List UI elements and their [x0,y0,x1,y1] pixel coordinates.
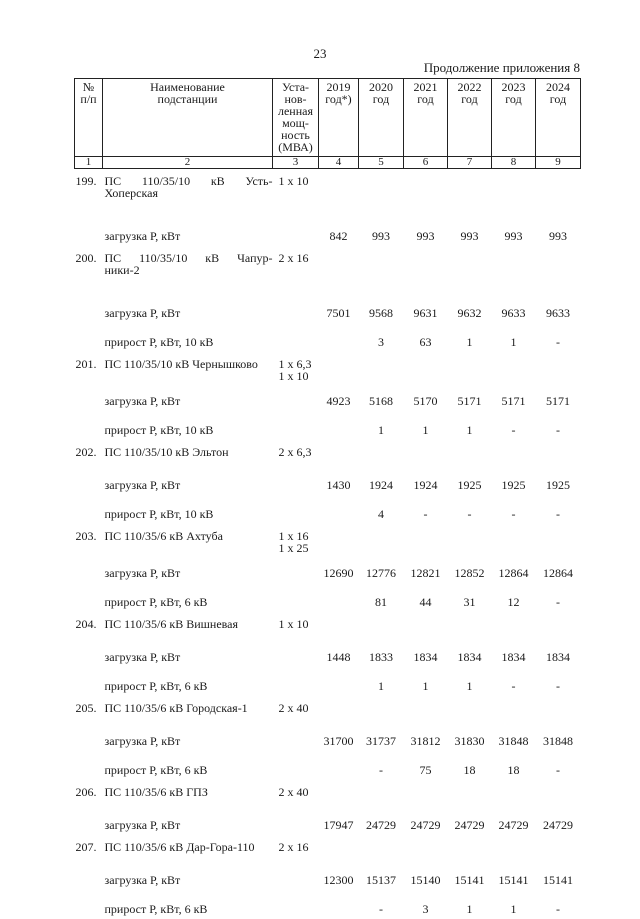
year-value: 24729 [536,806,581,835]
header-year-2024: 2024 год [536,79,581,157]
capacity-line: 1 х 10 [279,370,319,382]
year-value: 15137 [359,861,404,890]
year-value [319,169,359,218]
year-value: 1925 [492,466,536,495]
load-row [75,217,581,246]
year-value [536,169,581,218]
year-value: 842 [319,217,359,246]
installed-capacity [273,583,319,612]
capacity-line: 2 х 40 [279,702,319,714]
year-value: 1834 [536,638,581,667]
year-value [448,696,492,722]
year-value [404,169,448,218]
year-value: 24729 [404,806,448,835]
substation-row [75,524,581,554]
year-value: 12852 [448,554,492,583]
row-number [75,217,103,246]
year-value [536,246,581,294]
metric-label: загрузка Р, кВт [103,806,273,835]
column-index: 2 [103,157,273,169]
table-body [75,169,581,919]
year-value [536,696,581,722]
page-number: 23 [0,46,640,62]
year-value [492,169,536,218]
header-year-2022: 2022 год [448,79,492,157]
table-header [75,79,581,169]
continuation-label: Продолжение приложения 8 [424,60,580,76]
year-value: 3 [404,890,448,919]
year-value: - [536,323,581,352]
year-value: 1834 [492,638,536,667]
substation-row [75,612,581,638]
row-number: 204. [75,612,103,638]
year-value [492,780,536,806]
year-value [536,524,581,554]
substation-name-line: ПС 110/35/10 кВ Усть- [105,175,273,187]
year-value: 1 [448,890,492,919]
year-value [536,440,581,466]
year-value: - [359,751,404,780]
substation-name-line: ПС 110/35/10 кВ Эльтон [105,446,273,458]
year-value: 1 [359,411,404,440]
capacity-line: 1 х 16 [279,530,319,542]
row-number [75,638,103,667]
year-value: 1 [492,323,536,352]
year-value: 9568 [359,294,404,323]
year-value: 31830 [448,722,492,751]
substation-row [75,169,581,218]
year-value [492,612,536,638]
year-value: 1430 [319,466,359,495]
header-year-2023: 2023 год [492,79,536,157]
substation-table-container [74,78,580,919]
year-value: 24729 [359,806,404,835]
year-value [359,780,404,806]
capacity-line: 1 х 25 [279,542,319,554]
metric-label: прирост Р, кВт, 10 кВ [103,411,273,440]
substation-name-line: ПС 110/35/6 кВ ГПЗ [105,786,273,798]
year-value [359,352,404,382]
year-value [319,612,359,638]
year-value [319,667,359,696]
metric-label: прирост Р, кВт, 10 кВ [103,495,273,524]
year-value [359,835,404,861]
year-value: 17947 [319,806,359,835]
row-number [75,294,103,323]
load-row [75,722,581,751]
year-value: - [404,495,448,524]
year-value: 1834 [448,638,492,667]
year-value [319,352,359,382]
year-value: - [536,890,581,919]
load-row [75,861,581,890]
year-value: 1 [448,411,492,440]
year-value: 12300 [319,861,359,890]
row-number: 203. [75,524,103,554]
year-value: 1924 [404,466,448,495]
year-value [319,440,359,466]
year-value: 18 [448,751,492,780]
year-value: 1925 [536,466,581,495]
row-number: 205. [75,696,103,722]
year-value: 18 [492,751,536,780]
substation-name-line: ПС 110/35/10 кВ Чернышково [105,358,273,370]
year-value: - [536,751,581,780]
installed-capacity [273,294,319,323]
year-value: 31848 [492,722,536,751]
metric-label: прирост Р, кВт, 6 кВ [103,890,273,919]
row-number: 206. [75,780,103,806]
installed-capacity [273,806,319,835]
substation-name [103,696,273,722]
installed-capacity [273,722,319,751]
year-value: - [492,667,536,696]
installed-capacity [273,667,319,696]
header-year-2021: 2021 год [404,79,448,157]
year-value: 3 [359,323,404,352]
year-value [404,440,448,466]
year-value [319,495,359,524]
year-value: 4923 [319,382,359,411]
installed-capacity [273,466,319,495]
column-index: 6 [404,157,448,169]
year-value: - [536,667,581,696]
year-value: 31700 [319,722,359,751]
row-number [75,466,103,495]
year-value: 9633 [492,294,536,323]
capacity-line: 1 х 10 [279,175,319,187]
column-index: 8 [492,157,536,169]
year-value: 1 [359,667,404,696]
metric-label: загрузка Р, кВт [103,217,273,246]
substation-name [103,612,273,638]
year-value [319,246,359,294]
year-value: - [448,495,492,524]
row-number [75,323,103,352]
year-value [448,246,492,294]
installed-capacity [273,169,319,218]
substation-row [75,696,581,722]
header-year-2020: 2020 год [359,79,404,157]
year-value: 9632 [448,294,492,323]
substation-row [75,780,581,806]
load-row [75,638,581,667]
year-value [359,440,404,466]
year-value: 993 [404,217,448,246]
installed-capacity [273,696,319,722]
capacity-line: 1 х 6,3 [279,358,319,370]
year-value [359,246,404,294]
year-value [319,696,359,722]
year-value: 4 [359,495,404,524]
year-value: 15141 [536,861,581,890]
year-value: 5171 [448,382,492,411]
column-index: 5 [359,157,404,169]
load-row [75,411,581,440]
substation-name [103,780,273,806]
year-value: 12690 [319,554,359,583]
year-value: 993 [492,217,536,246]
substation-name [103,169,273,218]
year-value: 1834 [404,638,448,667]
year-value: 5168 [359,382,404,411]
year-value: 24729 [492,806,536,835]
year-value [319,751,359,780]
capacity-line: 2 х 6,3 [279,446,319,458]
year-value: 12 [492,583,536,612]
installed-capacity [273,751,319,780]
year-value: 31812 [404,722,448,751]
year-value: 12821 [404,554,448,583]
substation-name-line: ПС 110/35/6 кВ Городская-1 [105,702,273,714]
year-value [319,835,359,861]
column-index: 1 [75,157,103,169]
header-row [75,79,581,157]
capacity-line: 2 х 16 [279,841,319,853]
year-value: 9633 [536,294,581,323]
row-number [75,722,103,751]
year-value [404,524,448,554]
row-number [75,495,103,524]
column-index: 7 [448,157,492,169]
year-value: - [536,495,581,524]
year-value [359,524,404,554]
year-value [404,612,448,638]
metric-label: загрузка Р, кВт [103,466,273,495]
row-number [75,382,103,411]
year-value: 81 [359,583,404,612]
load-row [75,554,581,583]
capacity-line: 1 х 10 [279,618,319,630]
metric-label: загрузка Р, кВт [103,294,273,323]
metric-label: прирост Р, кВт, 10 кВ [103,323,273,352]
load-row [75,751,581,780]
load-row [75,323,581,352]
installed-capacity [273,524,319,554]
substation-name [103,440,273,466]
metric-label: загрузка Р, кВт [103,638,273,667]
year-value: 15141 [492,861,536,890]
year-value: 993 [359,217,404,246]
year-value [319,411,359,440]
installed-capacity [273,440,319,466]
year-value: 1 [492,890,536,919]
metric-label: загрузка Р, кВт [103,382,273,411]
year-value [492,246,536,294]
substation-name [103,246,273,294]
year-value: 1924 [359,466,404,495]
year-value [319,583,359,612]
installed-capacity [273,323,319,352]
year-value: 1 [448,323,492,352]
installed-capacity [273,780,319,806]
load-row [75,583,581,612]
year-value: 1 [404,667,448,696]
year-value [536,780,581,806]
installed-capacity [273,217,319,246]
column-index: 9 [536,157,581,169]
year-value [492,352,536,382]
column-index: 4 [319,157,359,169]
year-value: 24729 [448,806,492,835]
row-number: 201. [75,352,103,382]
metric-label: прирост Р, кВт, 6 кВ [103,667,273,696]
year-value [448,612,492,638]
metric-label: загрузка Р, кВт [103,722,273,751]
header-number: № п/п [75,79,103,157]
year-value: 1 [404,411,448,440]
year-value [448,780,492,806]
year-value [359,612,404,638]
substation-name [103,524,273,554]
load-row [75,294,581,323]
substation-name-line: Хоперская [105,187,273,199]
load-row [75,495,581,524]
year-value [448,352,492,382]
year-value [492,696,536,722]
installed-capacity [273,861,319,890]
row-number [75,806,103,835]
year-value: - [492,411,536,440]
row-number [75,861,103,890]
metric-label: загрузка Р, кВт [103,861,273,890]
installed-capacity [273,382,319,411]
year-value [448,524,492,554]
substation-name-line: ПС 110/35/6 кВ Дар-Гора-110 [105,841,273,853]
year-value: 1833 [359,638,404,667]
row-number [75,411,103,440]
header-index-row [75,157,581,169]
year-value [404,696,448,722]
year-value [448,169,492,218]
year-value [404,780,448,806]
installed-capacity [273,352,319,382]
installed-capacity [273,411,319,440]
installed-capacity [273,835,319,861]
installed-capacity [273,612,319,638]
substation-name-line: ники-2 [105,264,273,276]
substation-name [103,352,273,382]
year-value: 44 [404,583,448,612]
year-value: 993 [448,217,492,246]
year-value [404,835,448,861]
load-row [75,667,581,696]
row-number: 202. [75,440,103,466]
year-value [492,835,536,861]
installed-capacity [273,554,319,583]
header-year-2019: 2019 год*) [319,79,359,157]
substation-row [75,352,581,382]
installed-capacity [273,638,319,667]
metric-label: прирост Р, кВт, 6 кВ [103,751,273,780]
column-index: 3 [273,157,319,169]
year-value: 993 [536,217,581,246]
substation-name [103,835,273,861]
year-value [536,835,581,861]
year-value [492,524,536,554]
year-value [359,696,404,722]
installed-capacity [273,495,319,524]
metric-label: прирост Р, кВт, 6 кВ [103,583,273,612]
year-value [404,246,448,294]
year-value [536,612,581,638]
header-installed-capacity: Уста- нов- ленная мощ- ность (МВА) [273,79,319,157]
substation-load-table [74,78,581,919]
row-number [75,583,103,612]
year-value: 15141 [448,861,492,890]
substation-name-line: ПС 110/35/6 кВ Вишневая [105,618,273,630]
year-value [448,835,492,861]
year-value: 12864 [536,554,581,583]
row-number: 200. [75,246,103,294]
year-value: 5170 [404,382,448,411]
year-value: 1 [448,667,492,696]
row-number [75,751,103,780]
year-value: 31737 [359,722,404,751]
row-number: 207. [75,835,103,861]
year-value [319,323,359,352]
year-value [536,352,581,382]
year-value: 1448 [319,638,359,667]
year-value: - [536,583,581,612]
capacity-line: 2 х 40 [279,786,319,798]
row-number [75,554,103,583]
year-value: 31848 [536,722,581,751]
year-value: 75 [404,751,448,780]
year-value: 5171 [492,382,536,411]
year-value: 9631 [404,294,448,323]
load-row [75,466,581,495]
year-value: 12864 [492,554,536,583]
year-value [448,440,492,466]
year-value [319,780,359,806]
capacity-line: 2 х 16 [279,252,319,264]
year-value [404,352,448,382]
year-value: - [359,890,404,919]
year-value [492,440,536,466]
substation-name-line: ПС 110/35/10 кВ Чапур- [105,252,273,264]
year-value: 1925 [448,466,492,495]
metric-label: загрузка Р, кВт [103,554,273,583]
year-value: 7501 [319,294,359,323]
year-value: 5171 [536,382,581,411]
row-number [75,667,103,696]
year-value: 31 [448,583,492,612]
year-value [359,169,404,218]
year-value: - [492,495,536,524]
header-substation-name: Наименование подстанции [103,79,273,157]
year-value: 15140 [404,861,448,890]
substation-row [75,835,581,861]
installed-capacity [273,246,319,294]
year-value: - [536,411,581,440]
substation-row [75,440,581,466]
year-value: 63 [404,323,448,352]
load-row [75,382,581,411]
row-number: 199. [75,169,103,218]
year-value [319,524,359,554]
load-row [75,806,581,835]
substation-row [75,246,581,294]
substation-name-line: ПС 110/35/6 кВ Ахтуба [105,530,273,542]
year-value: 12776 [359,554,404,583]
